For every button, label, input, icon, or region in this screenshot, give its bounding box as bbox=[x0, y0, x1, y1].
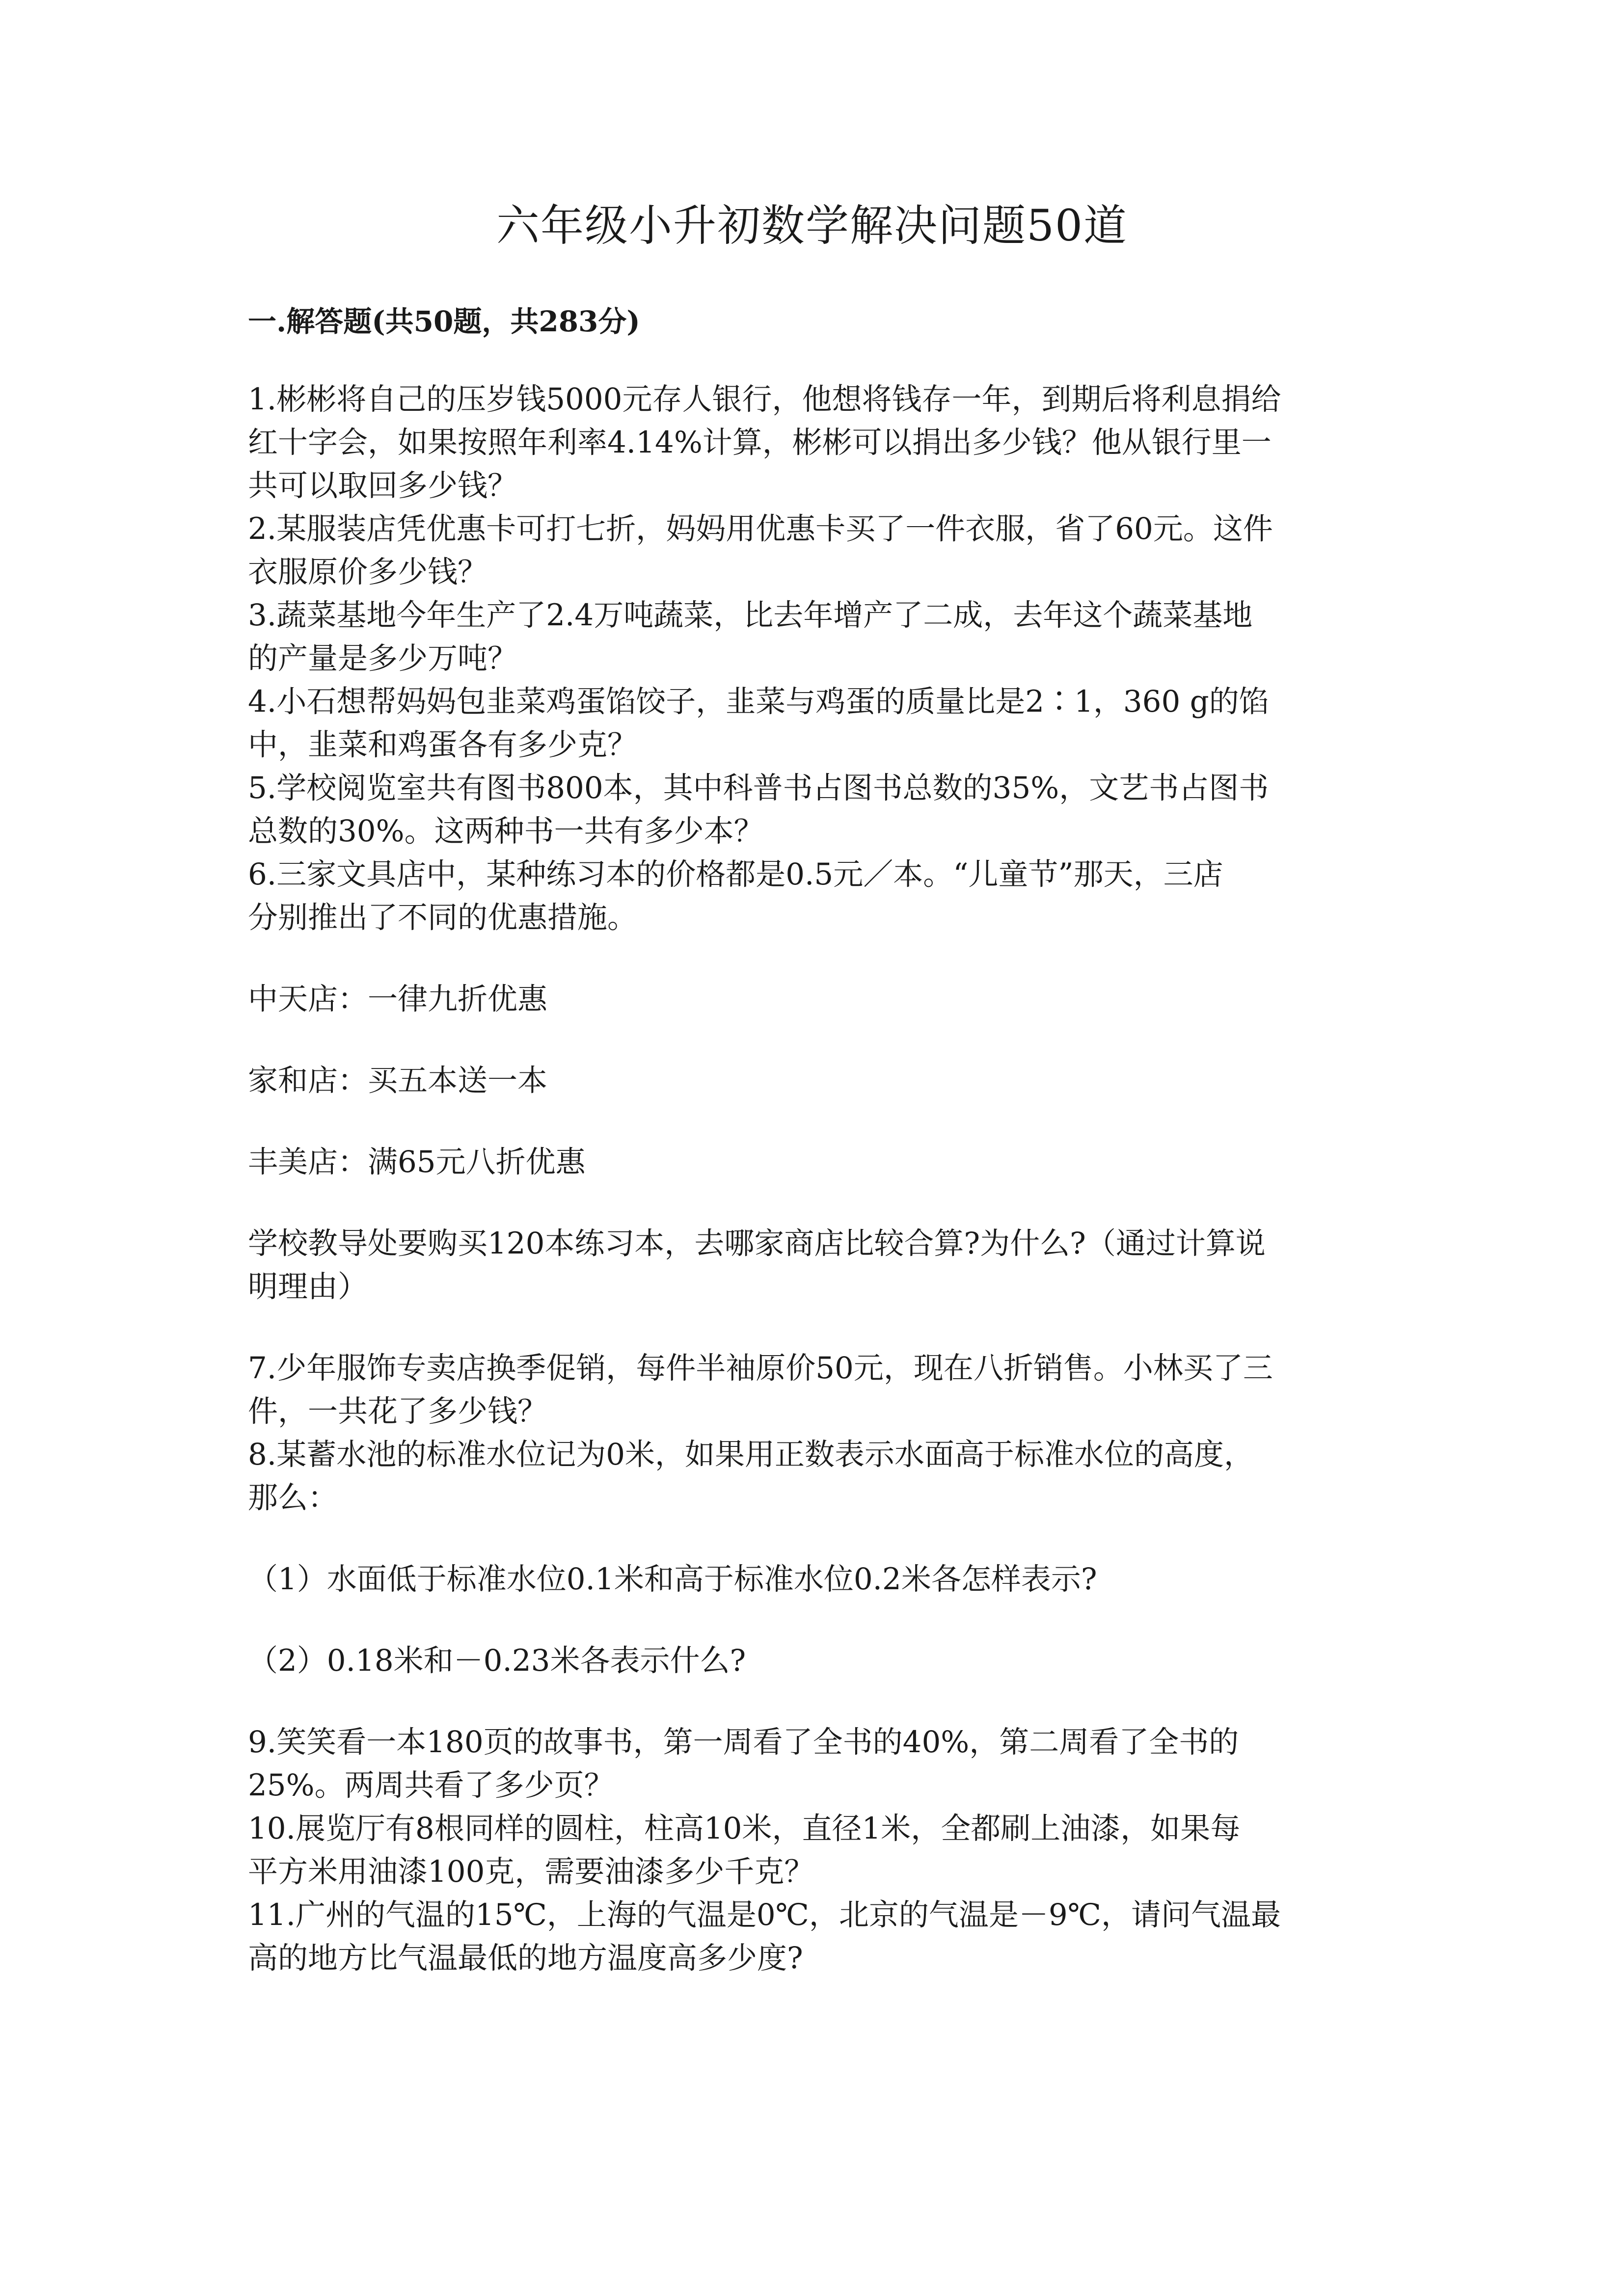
question-2-line-2: 衣服原价多少钱？ bbox=[248, 555, 488, 589]
question-11-line-1: 11.广州的气温的15℃，上海的气温是0℃，北京的气温是－9℃，请问气温最 bbox=[248, 1897, 1281, 1932]
store-fengmei: 丰美店：满65元八折优惠 bbox=[248, 1145, 586, 1179]
spacer bbox=[248, 1601, 1377, 1639]
question-7-line-1: 7.少年服饰专卖店换季促销，每件半袖原价50元，现在八折销售。小林买了三 bbox=[248, 1351, 1273, 1386]
question-5-line-1: 5.学校阅览室共有图书800本，其中科普书占图书总数的35%，文艺书占图书 bbox=[248, 771, 1269, 805]
question-10 bbox=[248, 1807, 1377, 1894]
question-1-line-2: 红十字会，如果按照年利率4.14%计算，彬彬可以捐出多少钱？他从银行里一 bbox=[248, 425, 1272, 460]
question-4 bbox=[248, 680, 1377, 767]
question-2-line-1: 2.某服装店凭优惠卡可打七折，妈妈用优惠卡买了一件衣服，省了60元。这件 bbox=[248, 511, 1273, 546]
question-1 bbox=[248, 378, 1377, 507]
question-8-line-2: 那么： bbox=[248, 1480, 338, 1515]
question-6-ask-line-1: 学校教导处要购买120本练习本，去哪家商店比较合算?为什么?（通过计算说 bbox=[248, 1226, 1266, 1261]
page-title: 六年级小升初数学解决问题50道 bbox=[496, 200, 1128, 251]
question-10-line-1: 10.展览厅有8根同样的圆柱，柱高10米，直径1米，全都刷上油漆，如果每 bbox=[248, 1811, 1241, 1846]
question-list bbox=[248, 378, 1377, 1980]
question-5-line-2: 总数的30%。这两种书一共有多少本？ bbox=[248, 814, 764, 849]
question-11-line-2: 高的地方比气温最低的地方温度高多少度? bbox=[248, 1941, 803, 1976]
question-3 bbox=[248, 594, 1377, 680]
question-6-line-2: 分别推出了不同的优惠措施。 bbox=[248, 900, 638, 935]
question-5 bbox=[248, 767, 1377, 853]
spacer bbox=[248, 939, 1377, 978]
spacer bbox=[248, 1021, 1377, 1059]
question-8 bbox=[248, 1433, 1377, 1721]
question-4-line-2: 中，韭菜和鸡蛋各有多少克？ bbox=[248, 727, 638, 762]
question-7 bbox=[248, 1347, 1377, 1433]
question-8-sub-2: （2）0.18米和－0.23米各表示什么? bbox=[248, 1643, 746, 1678]
spacer bbox=[248, 1520, 1377, 1558]
section-heading: 一.解答题(共50题，共283分) bbox=[248, 305, 640, 338]
spacer bbox=[248, 1102, 1377, 1141]
store-zhongtian: 中天店：一律九折优惠 bbox=[248, 982, 548, 1016]
question-6 bbox=[248, 853, 1377, 1347]
spacer bbox=[248, 1308, 1377, 1347]
question-1-line-1: 1.彬彬将自己的压岁钱5000元存人银行，他想将钱存一年，到期后将利息捐给 bbox=[248, 382, 1281, 417]
question-9-line-2: 25%。两周共看了多少页？ bbox=[248, 1768, 614, 1803]
question-6-ask-line-2: 明理由） bbox=[248, 1269, 368, 1304]
question-1-line-3: 共可以取回多少钱？ bbox=[248, 468, 518, 503]
question-2 bbox=[248, 507, 1377, 594]
spacer bbox=[248, 1682, 1377, 1721]
question-4-line-1: 4.小石想帮妈妈包韭菜鸡蛋馅饺子，韭菜与鸡蛋的质量比是2∶1，360 g的馅 bbox=[248, 684, 1269, 719]
spacer bbox=[248, 1184, 1377, 1222]
store-jiahe: 家和店：买五本送一本 bbox=[248, 1063, 548, 1098]
question-9 bbox=[248, 1721, 1377, 1807]
question-3-line-1: 3.蔬菜基地今年生产了2.4万吨蔬菜，比去年增产了二成，去年这个蔬菜基地 bbox=[248, 598, 1253, 633]
question-8-sub-1: （1）水面低于标准水位0.1米和高于标准水位0.2米各怎样表示? bbox=[248, 1562, 1097, 1597]
question-8-line-1: 8.某蓄水池的标准水位记为0米，如果用正数表示水面高于标准水位的高度， bbox=[248, 1437, 1254, 1472]
question-7-line-2: 件，一共花了多少钱？ bbox=[248, 1394, 548, 1429]
question-10-line-2: 平方米用油漆100克，需要油漆多少千克？ bbox=[248, 1854, 814, 1889]
question-3-line-2: 的产量是多少万吨？ bbox=[248, 641, 518, 676]
question-6-line-1: 6.三家文具店中，某种练习本的价格都是0.5元／本。“儿童节”那天，三店 bbox=[248, 857, 1223, 892]
question-9-line-1: 9.笑笑看一本180页的故事书，第一周看了全书的40%，第二周看了全书的 bbox=[248, 1725, 1239, 1760]
question-11 bbox=[248, 1894, 1377, 1980]
